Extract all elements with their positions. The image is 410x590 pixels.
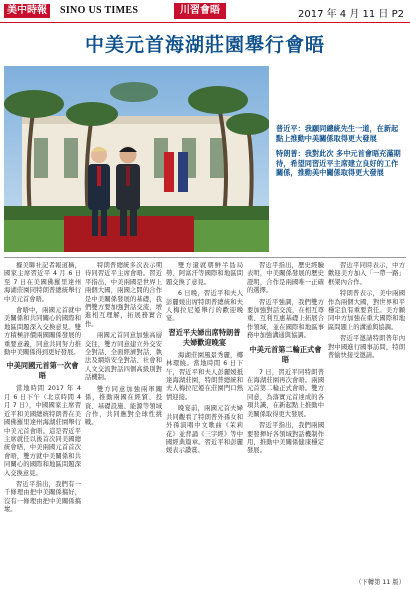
subheading: 中美元首第二輪正式會晤 [249, 344, 322, 364]
paragraph: 兩國元首同意加強高層交往，雙方同意建立外交安全對話、全面經濟對話、執法及網絡安全對話、社會和人文交流對話四個高級別對話機制。 [85, 332, 162, 382]
paragraph: 雙方同意加強兩軍關係，推動兩國在經貿、投資、基礎設施、能源等領域合作，共同應對全球性挑戰。 [85, 385, 162, 427]
paragraph: 當地時間 2017 年 4 月 6 日下午（北京時間 4 月 7 日），中國國家主席習近平和美國總統特朗普在美國佛羅里達州海湖莊園舉行中美元首會晤。這是習近平主席就任以後首次同美國總統會晤，中美兩國元首首次會晤，雙方就中美關係和共同關心的國際和地區問題深入交換意見。 [4, 385, 81, 477]
column-4 [247, 262, 324, 586]
page-headline: 中美元首海湖莊園舉行會晤 [84, 34, 325, 56]
paragraph: 特朗普總統多次表示期待同習近平主席會晤。習近平指出，中美兩國是世界上兩個大國，兩國之間的合作是中美關係發展的基礎，我們雙方要加強對話交流，增進相互理解，拓展務實合作。 [85, 262, 162, 328]
paragraph: 晚宴前，兩國元首夫婦共同觀看了特朗普外孫女和外孫演唱中文歌曲《茉莉花》並背誦《三字經》等中國經典篇章。習近平和彭麗媛表示讚賞。 [166, 405, 243, 455]
paragraph: 6 日晚，習近平和夫人彭麗媛出席特朗普總統和夫人梅拉尼婭舉行的歡迎晚宴。 [166, 290, 243, 323]
section-tag: 川習會晤 [174, 3, 226, 19]
column-1 [4, 262, 81, 586]
quote-block [276, 124, 404, 184]
column-2 [85, 262, 162, 586]
column-5 [328, 262, 405, 586]
paragraph: 7 日，習近平同特朗普在海湖莊園再次會晤。兩國元首第二輪正式會晤。雙方同意，為落實元首達成的各項共識，在新起點上推動中美關係取得更大發展。 [247, 368, 324, 418]
subheading: 習近平夫婦出席特朗普夫婦歡迎晚宴 [168, 327, 241, 347]
column-3 [166, 262, 243, 586]
newspaper-name-english: SINO US TIMES [60, 5, 139, 16]
paragraph: 特朗普表示，美中兩國作為兩個大國，對世界和平穩定負有重要責任。美方願同中方加強在重大國際和地區問題上的溝通與協調。 [328, 290, 405, 331]
paragraph: 雙方還就朝鮮半島局勢、阿富汗等國際和地區問題交換了意見。 [166, 262, 243, 286]
quote-trump: 特朗普：我對此次 多中元首會晤充滿期待，希望同習近平主席建立良好的工作關係，推動美中關係取得更大發展 [276, 149, 401, 178]
subheading: 中美同國元首第一次會晤 [6, 361, 79, 381]
masthead [0, 0, 410, 23]
paragraph: 會晤中，兩國元首就中美關係和共同關心的國際和地區問題深入交換意見。雙方積極評價兩國關係發展的重要意義，同意共同努力推動中美關係得到更好發展。 [4, 307, 81, 357]
continued-note: （下轉第 11 版） [355, 579, 405, 586]
paragraph: 習近平邀請特朗普年內對中國進行國事訪問，特朗普愉快接受邀請。 [328, 335, 405, 360]
paragraph: 海湖莊園風景秀麗，椰林環繞。當地時間 6 日下午，習近平和夫人彭麗媛抵達海湖莊園，特朗普總統和夫人梅拉尼婭在莊園門口熱情迎接。 [166, 351, 243, 401]
paragraph: 習近平同時表示，中方歡迎美方加入「一帶一路」框架內合作。 [328, 262, 405, 286]
paragraph: 習近平指出，歷史經驗表明，中美關係發展的歷史證明，合作是兩國唯一正確的選擇。 [247, 262, 324, 295]
paragraph: 習近平指出，我們有一千條理由把中美關係搞好，沒有一條理由把中美關係搞壞。 [4, 480, 81, 514]
paragraph: 據美聯社記者報道稱，國家主席習近平 4 月 6 日至 7 日在美國佛羅里達州海湖莊園同特朗普總統舉行中美元首會晤。 [4, 262, 81, 303]
newspaper-logo: 美中時報 [4, 4, 50, 18]
quote-xi: 普近平：我願同總統先生一道，在新起點上推動中美關係取得更大發展 [276, 124, 399, 143]
article-body [4, 262, 406, 586]
issue-date-page: 2017 年 4 月 11 日 P2 [297, 9, 404, 20]
paragraph: 習近平強調，我們雙方要加強對話交流，在相互尊重、互利互惠基礎上拓展合作領域，並在國際和地區事務中加強溝通與協調。 [247, 298, 324, 340]
divider [4, 257, 406, 258]
paragraph: 習近平指出，我們兩國要發揮好各領域對話機制作用，推動中美關係健康穩定發展。 [247, 422, 324, 455]
news-photo [4, 66, 269, 252]
